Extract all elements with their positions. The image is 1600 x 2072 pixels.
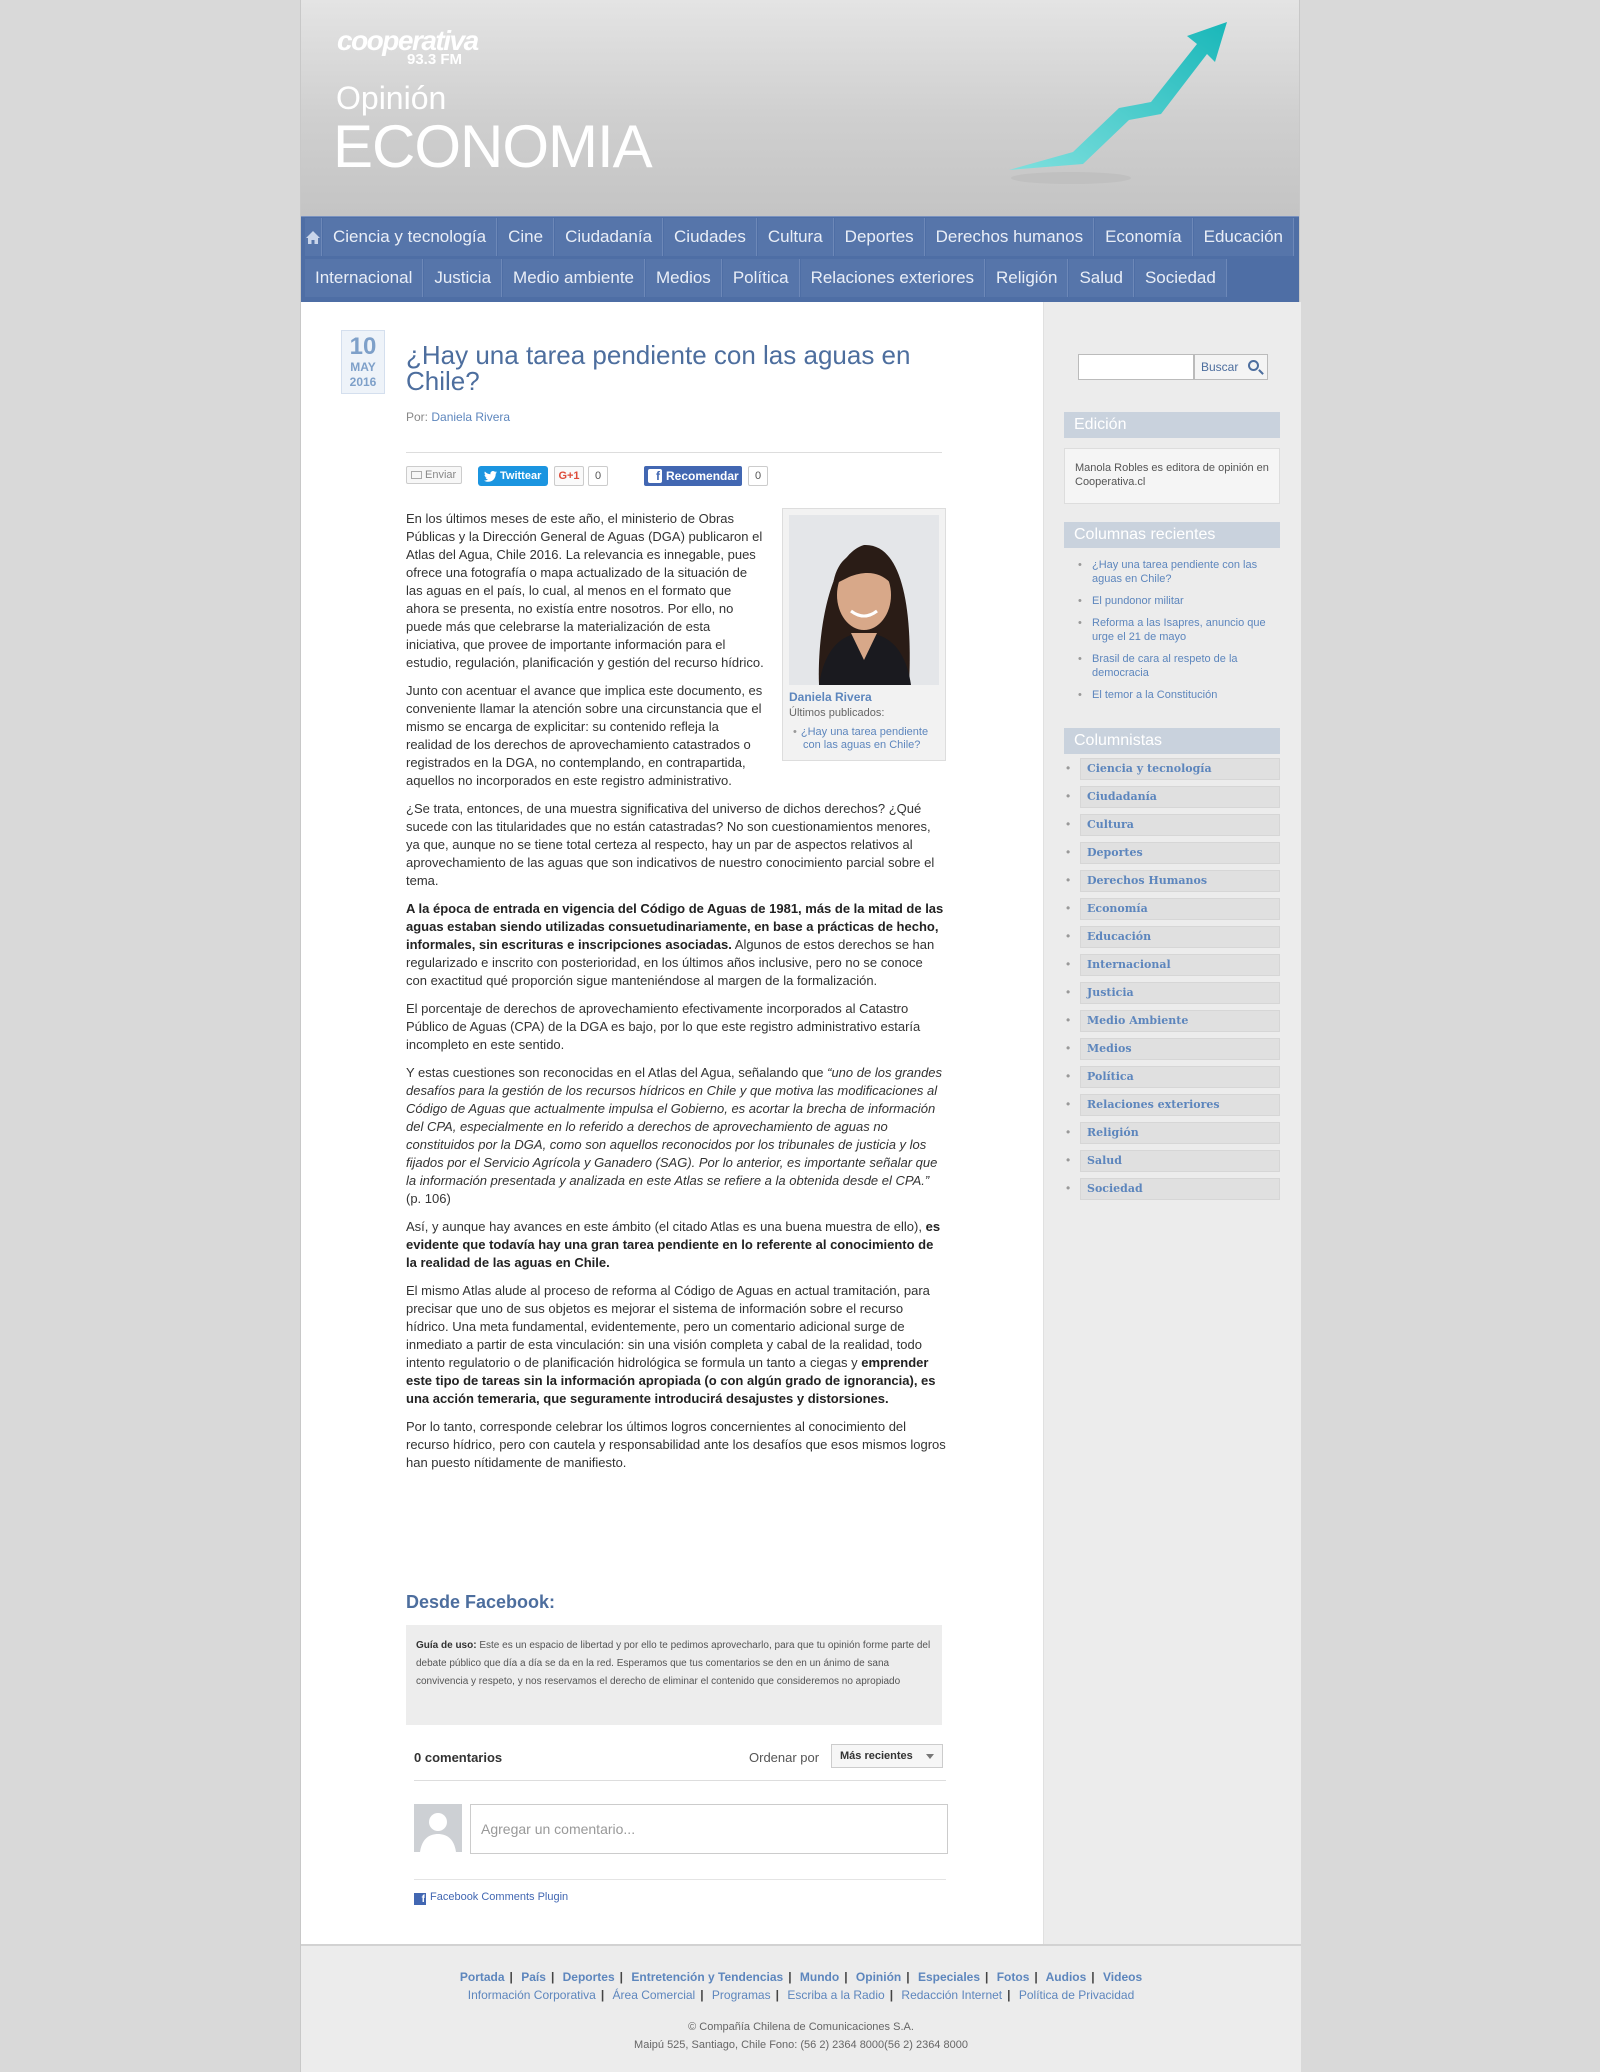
facebook-icon: f	[648, 469, 662, 483]
separator: |	[844, 1970, 848, 1984]
columnist-link[interactable]: • Política	[1080, 1066, 1280, 1088]
footer-link[interactable]: Programas	[711, 1988, 771, 2002]
twitter-bird-icon	[484, 471, 497, 482]
columnist-item	[1064, 982, 1280, 1004]
columnist-link[interactable]: • Justicia	[1080, 982, 1280, 1004]
separator: |	[788, 1970, 792, 1984]
paragraph	[406, 1218, 946, 1272]
footer-main-links	[301, 1970, 1301, 1984]
site-header	[301, 0, 1299, 216]
footer-secondary-links	[301, 1988, 1301, 2002]
columnist-item	[1064, 1010, 1280, 1032]
paragraph: ¿Se trata, entonces, de una muestra significativa del universo de dichos derechos? ¿Qué sucede con las titularidades que no están catastradas? No son cuestionamientos menores, ya que, aunque no se tiene total certeza al respecto, hay un par de aspectos relativos al aprovechamiento de las aguas que son indicativos de nuestro conocimiento parcial sobre el tema.	[406, 801, 935, 888]
columnists-heading: Columnistas	[1064, 728, 1280, 754]
home-icon	[305, 230, 321, 245]
recent-column-link[interactable]: • Reforma a las Isapres, anuncio que urge el 21 de mayo	[1064, 616, 1280, 644]
columnist-item	[1064, 1150, 1280, 1172]
send-label: Enviar	[425, 469, 457, 481]
nav-item-derechos-humanos[interactable]: Derechos humanos	[926, 218, 1094, 256]
article-column	[301, 302, 1043, 1944]
nav-item-politica[interactable]: Política	[723, 259, 800, 297]
columnist-link[interactable]: • Cultura	[1080, 814, 1280, 836]
columnist-link[interactable]: • Ciudadanía	[1080, 786, 1280, 808]
columnist-item	[1064, 814, 1280, 836]
columnist-link[interactable]: • Deportes	[1080, 842, 1280, 864]
footer-link[interactable]: Videos	[1103, 1970, 1143, 1984]
columnist-link[interactable]: • Religión	[1080, 1122, 1280, 1144]
divider	[406, 452, 942, 453]
separator: |	[700, 1988, 704, 2002]
columnist-item	[1064, 1038, 1280, 1060]
nav-item-economia[interactable]: Economía	[1095, 218, 1193, 256]
recent-columns-list	[1064, 558, 1280, 710]
footer-link[interactable]: Especiales	[917, 1970, 980, 1984]
columnist-link[interactable]: • Economía	[1080, 898, 1280, 920]
separator: |	[600, 1988, 605, 2002]
footer-link[interactable]: Área Comercial	[612, 1988, 696, 2002]
columnist-link[interactable]: • Medios	[1080, 1038, 1280, 1060]
paragraph: El porcentaje de derechos de aprovechamiento efectivamente incorporados al Catastro Público de Aguas (CPA) de la DGA es bajo, por lo que este registro administrativo estaría incompleto en este sentido.	[406, 1001, 921, 1052]
author-box	[782, 508, 946, 761]
envelope-icon	[411, 471, 422, 479]
plugin-label: Facebook Comments Plugin	[430, 1891, 569, 1903]
nav-item-justicia[interactable]: Justicia	[424, 259, 502, 297]
avatar-placeholder-icon	[414, 1804, 462, 1852]
recent-column-link[interactable]: • ¿Hay una tarea pendiente con las aguas en Chile?	[1064, 558, 1280, 586]
logo-frequency: 93.3 FM	[407, 51, 463, 68]
separator: |	[889, 1988, 894, 2002]
search-label: Buscar	[1201, 360, 1239, 374]
guide-text: Este es un espacio de libertad y por ello te pedimos aprovecharlo, para que tu opinión forme parte del debate público que día a día se da en la red. Esperamos que tus comentarios se den en un ánimo de sana convivencia y respeto, y nos reservamos el derecho de eliminar el contenido que consideremos no apropiado	[416, 1640, 931, 1687]
recent-column-link[interactable]: • El pundonor militar	[1064, 594, 1280, 608]
page-container	[300, 0, 1300, 2072]
separator: |	[619, 1970, 624, 1984]
nav-item-medios[interactable]: Medios	[646, 259, 722, 297]
section-kicker: Opinión	[336, 80, 447, 116]
recent-column-link[interactable]: • El temor a la Constitución	[1064, 688, 1280, 702]
nav-item-cultura[interactable]: Cultura	[758, 218, 834, 256]
columnist-link[interactable]: • Medio Ambiente	[1080, 1010, 1280, 1032]
bold-text: es evidente que todavía hay una gran tarea pendiente en lo referente al conocimiento de la realidad de las aguas en Chile.	[406, 1219, 941, 1270]
edition-box: Manola Robles es editora de opinión en Cooperativa.cl	[1064, 448, 1280, 504]
nav-row-1	[305, 217, 1295, 257]
footer-link[interactable]: Opinión	[855, 1970, 902, 1984]
separator: |	[1091, 1970, 1095, 1984]
columnist-item	[1064, 926, 1280, 948]
columnist-link[interactable]: • Ciencia y tecnología	[1080, 758, 1280, 780]
nav-item-deportes[interactable]: Deportes	[835, 218, 925, 256]
footer-link[interactable]: Entretención y Tendencias	[631, 1970, 784, 1984]
order-label: Ordenar por	[749, 1750, 820, 1765]
footer-link[interactable]: Mundo	[799, 1970, 840, 1984]
byline-prefix: Por:	[406, 410, 429, 424]
text: Así, y aunque hay avances en este ámbito (el citado Atlas es una buena muestra de ello),	[406, 1219, 926, 1234]
comments-heading: Desde Facebook:	[406, 1592, 556, 1612]
main-nav	[301, 216, 1299, 302]
author-published-list	[800, 726, 939, 752]
nav-item-ciencia[interactable]: Ciencia y tecnología	[323, 218, 497, 256]
nav-item-ciudadania[interactable]: Ciudadanía	[555, 218, 663, 256]
author-name-link[interactable]: Daniela Rivera	[789, 690, 872, 704]
separator: |	[1007, 1988, 1011, 2002]
columnist-item	[1064, 898, 1280, 920]
columnist-item	[1064, 842, 1280, 864]
columnist-item	[1064, 954, 1280, 976]
article-title: ¿Hay una tarea pendiente con las aguas en Chile?	[406, 340, 911, 396]
byline-author-link[interactable]: Daniela Rivera	[431, 410, 511, 424]
columnist-link[interactable]: • Relaciones exteriores	[1080, 1094, 1280, 1116]
text: Y estas cuestiones son reconocidas en el Atlas del Agua, señalando que	[406, 1065, 828, 1080]
search-icon	[1248, 360, 1259, 371]
nav-item-medio-ambiente[interactable]: Medio ambiente	[503, 259, 645, 297]
search-button[interactable]	[1194, 354, 1268, 380]
columnist-link[interactable]: • Internacional	[1080, 954, 1280, 976]
tweet-button[interactable]	[478, 466, 548, 486]
comment-input[interactable]: Agregar un comentario...	[470, 1804, 948, 1854]
divider	[414, 1780, 946, 1781]
date-day: 10	[349, 333, 377, 360]
footer-link[interactable]: País	[521, 1970, 546, 1984]
date-month: MAY	[350, 360, 376, 374]
nav-item-relaciones-exteriores[interactable]: Relaciones exteriores	[801, 259, 985, 297]
nav-item-educacion[interactable]: Educación	[1194, 218, 1294, 256]
nav-item-sociedad[interactable]: Sociedad	[1135, 259, 1227, 297]
separator: |	[509, 1970, 513, 1984]
columnist-link[interactable]: • Salud	[1080, 1150, 1280, 1172]
paragraph	[406, 1282, 946, 1408]
logo-brand: cooperativa	[337, 25, 478, 56]
footer-link[interactable]: Redacción Internet	[901, 1988, 1003, 2002]
columnist-item	[1064, 758, 1280, 780]
bold-text: A la época de entrada en vigencia del Código de Aguas de 1981, más de la mitad de las aguas estaban siendo utilizadas consuetudinariamente, en base a prácticas de hecho, informales, sin escrituras e inscripciones asociadas.	[406, 901, 944, 952]
paragraph: Junto con acentuar el avance que implica este documento, es conveniente llamar la atención sobre una circunstancia que el mismo se encarga de explicitar: su contenido refleja la realidad de los derechos de aprovechamiento catastrados o registrados en la DGA, no contemplando, en contrapartida, aquellos no incorporados en este registro administrativo.	[406, 683, 763, 788]
nav-item-salud[interactable]: Salud	[1069, 259, 1133, 297]
article-body	[406, 510, 946, 1482]
comment-count: 0 comentarios	[414, 1750, 503, 1765]
date-year: 2016	[349, 375, 377, 389]
byline	[406, 410, 510, 424]
text: El mismo Atlas alude al proceso de reforma al Código de Aguas en actual tramitación, para precisar que uno de sus objetos es mejorar el sistema de información sobre el recurso hídrico. Una meta fundamental, evidentemente, pero un comentario adicional surge de inmediato a partir de esta vinculación: sin una visión completa y cabal de la realidad, todo intento regulatorio o de planificación hidrológica se formula un tanto a ciegas y	[406, 1283, 930, 1370]
recommend-label: Recomendar	[666, 469, 739, 483]
site-footer	[301, 1944, 1301, 2072]
nav-item-ciudades[interactable]: Ciudades	[664, 218, 757, 256]
columnist-item	[1064, 1066, 1280, 1088]
text: Algunos de estos derechos se han regularizado e inscrito con posterioridad, en los últimos años inclusive, pero no se conoce con exactitud qué proporción sigue manteniéndose al margen de la formalización.	[406, 937, 935, 988]
nav-row-2	[305, 257, 1295, 299]
author-published-label: Últimos publicados:	[789, 707, 885, 719]
nav-item-cine[interactable]: Cine	[498, 218, 554, 256]
columnist-item	[1064, 1178, 1280, 1200]
separator: |	[550, 1970, 555, 1984]
paragraph: En los últimos meses de este año, el ministerio de Obras Públicas y la Dirección General de Aguas (DGA) publicaron el Atlas del Agua, Chile 2016. La relevancia es innegable, pues ofrece una fotografía o mapa actualizado de la situación de las aguas en el país, lo cual, al menos en el formato que ahora se presenta, no existía entre nosotros. Por ello, no puede más que celebrarse la materialización de esta iniciativa, que provee de importante información para el estudio, regulación, planificación y gestión del recurso hídrico.	[406, 511, 764, 670]
rising-arrow-icon	[1001, 10, 1261, 190]
order-value: Más recientes	[840, 1750, 913, 1762]
chevron-down-icon	[926, 1754, 934, 1759]
paragraph: Por lo tanto, corresponde celebrar los últimos logros concernientes al conocimiento del recurso hídrico, pero con cautela y responsabilidad ante los desafíos que esos mismos logros han puesto nítidamente de manifiesto.	[406, 1419, 946, 1470]
comments-plugin-link[interactable]	[414, 1891, 568, 1905]
footer-link[interactable]: Escriba a la Radio	[787, 1988, 885, 2002]
columnist-item	[1064, 870, 1280, 892]
author-portrait	[789, 515, 939, 685]
gplus-button[interactable]: G+1	[554, 466, 584, 486]
tweet-label: Twittear	[500, 470, 542, 482]
footer-link[interactable]: Deportes	[562, 1970, 615, 1984]
footer-link[interactable]: Audios	[1045, 1970, 1087, 1984]
cooperativa-logo[interactable]	[337, 26, 478, 68]
sidebar	[1043, 302, 1301, 1944]
author-published-item[interactable]: • ¿Hay una tarea pendiente con las aguas en Chile?	[803, 726, 939, 752]
send-button[interactable]	[406, 466, 462, 484]
text: (p. 106)	[406, 1191, 451, 1206]
columnists-list	[1064, 758, 1280, 1206]
search-input[interactable]	[1078, 354, 1194, 380]
date-badge	[341, 330, 385, 394]
recommend-count: 0	[748, 466, 768, 486]
separator: |	[1034, 1970, 1038, 1984]
company-name: © Compañía Chilena de Comunicaciones S.A.	[688, 2021, 914, 2033]
recent-column-link[interactable]: • Brasil de cara al respeto de la democracia	[1064, 652, 1280, 680]
footer-link[interactable]: Fotos	[996, 1970, 1030, 1984]
bold-text: emprender este tipo de tareas sin la información apropiada (o con algún grado de ignorancia), es una acción temeraria, que seguramente introducirá desajustes y distorsiones.	[406, 1355, 936, 1406]
share-bar	[406, 464, 946, 486]
footer-link[interactable]: Política de Privacidad	[1018, 1988, 1135, 2002]
nav-item-internacional[interactable]: Internacional	[305, 259, 423, 297]
columnist-item	[1064, 1094, 1280, 1116]
recent-columns-heading: Columnas recientes	[1064, 522, 1280, 548]
nav-home[interactable]	[305, 218, 322, 256]
facebook-icon: f	[414, 1893, 426, 1905]
author-photo[interactable]	[789, 515, 939, 685]
nav-item-religion[interactable]: Religión	[986, 259, 1068, 297]
gplus-count: 0	[588, 466, 608, 486]
columnist-item	[1064, 1122, 1280, 1144]
footer-link[interactable]: Portada	[459, 1970, 505, 1984]
recommend-button[interactable]	[644, 466, 742, 486]
edition-heading: Edición	[1064, 412, 1280, 438]
paragraph	[406, 900, 946, 990]
separator: |	[775, 1988, 779, 2002]
separator: |	[985, 1970, 989, 1984]
comment-guide	[406, 1625, 942, 1725]
footer-link[interactable]: Información Corporativa	[467, 1988, 596, 2002]
guide-label: Guía de uso:	[416, 1640, 477, 1651]
company-address: Maipú 525, Santiago, Chile Fono: (56 2) 2364 8000(56 2) 2364 8000	[634, 2039, 968, 2051]
divider	[414, 1879, 946, 1880]
order-select[interactable]	[831, 1744, 943, 1768]
quote-text: “uno de los grandes desafíos para la gestión de los recursos hídricos en Chile y que motiva las modificaciones al Código de Aguas que actualmente impulsa el Gobierno, es acortar la brecha de información del CPA, especialmente en lo referido a derechos de aprovechamiento de aguas no constituidos por la DGA, como son aquellos reconocidos por los tribunales de justicia y los fijados por el Servicio Agrícola y Ganadero (SAG). Por lo anterior, es importante señalar que la información presentada y analizada en este Atlas se refiere a la obtenida desde el CPA.”	[406, 1065, 943, 1188]
separator: |	[906, 1970, 910, 1984]
paragraph	[406, 1064, 946, 1208]
section-title: ECONOMIA	[333, 113, 652, 180]
columnist-link[interactable]: • Educación	[1080, 926, 1280, 948]
columnist-link[interactable]: • Sociedad	[1080, 1178, 1280, 1200]
footer-copyright	[301, 2018, 1301, 2054]
columnist-item	[1064, 786, 1280, 808]
columnist-link[interactable]: • Derechos Humanos	[1080, 870, 1280, 892]
